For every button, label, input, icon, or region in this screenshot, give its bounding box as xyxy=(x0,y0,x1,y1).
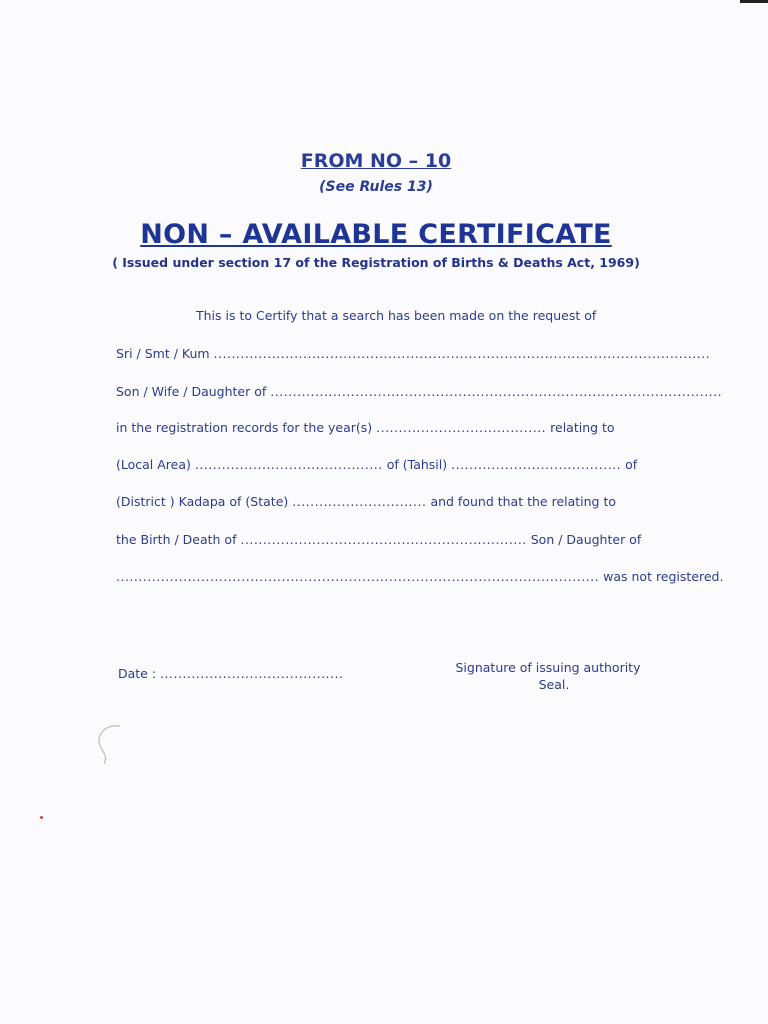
local-area-label: (Local Area) xyxy=(116,457,191,472)
not-registered-line xyxy=(116,569,723,584)
scan-edge-mark xyxy=(740,0,768,3)
pen-stroke-mark xyxy=(90,722,126,768)
date-line xyxy=(118,666,343,681)
year-blank: ...................................... xyxy=(376,420,547,435)
form-number-heading: FROM NO – 10 xyxy=(300,150,452,172)
of-text: of xyxy=(625,457,638,472)
certificate-title: NON – AVAILABLE CERTIFICATE xyxy=(140,219,612,250)
certify-line xyxy=(196,308,596,323)
rules-reference: (See Rules 13) xyxy=(319,179,433,195)
signature-block xyxy=(448,660,648,692)
name-blank: ............................................................................................................... xyxy=(213,346,711,361)
birth-death-line xyxy=(116,532,641,547)
records-year-label: in the registration records for the year(s) xyxy=(116,420,373,435)
records-year-line xyxy=(116,420,615,435)
ink-speck xyxy=(40,816,43,819)
relation-line xyxy=(116,384,722,399)
tahsil-blank: ...................................... xyxy=(451,457,622,472)
name-line xyxy=(116,346,710,361)
found-text: and found that the relating to xyxy=(430,494,617,509)
act-reference-subtitle: ( Issued under section 17 of the Registration of Births & Deaths Act, 1969) xyxy=(112,255,640,270)
local-area-blank: .......................................... xyxy=(194,457,383,472)
local-area-line xyxy=(116,457,637,472)
relating-to-text: relating to xyxy=(550,420,615,435)
date-blank: ......................................... xyxy=(160,666,344,681)
name-label: Sri / Smt / Kum xyxy=(116,346,210,361)
district-label: (District ) Kadapa of (State) xyxy=(116,494,289,509)
district-line xyxy=(116,494,616,509)
not-registered-text: was not registered. xyxy=(603,569,724,584)
birth-death-blank: ................................................................ xyxy=(240,532,527,547)
state-blank: .............................. xyxy=(292,494,427,509)
son-daughter-text: Son / Daughter of xyxy=(530,532,642,547)
certify-text: This is to Certify that a search has been made on the request of xyxy=(196,308,597,323)
birth-death-label: the Birth / Death of xyxy=(116,532,237,547)
signature-label: Signature of issuing authority xyxy=(455,660,641,675)
relation-blank: ..................................................................................................... xyxy=(270,384,723,399)
relation-label: Son / Wife / Daughter of xyxy=(116,384,267,399)
date-label: Date : xyxy=(118,666,157,681)
seal-label: Seal. xyxy=(538,677,570,692)
tahsil-label: of (Tahsil) xyxy=(386,457,448,472)
parent-blank: ............................................................................................................ xyxy=(116,569,600,584)
